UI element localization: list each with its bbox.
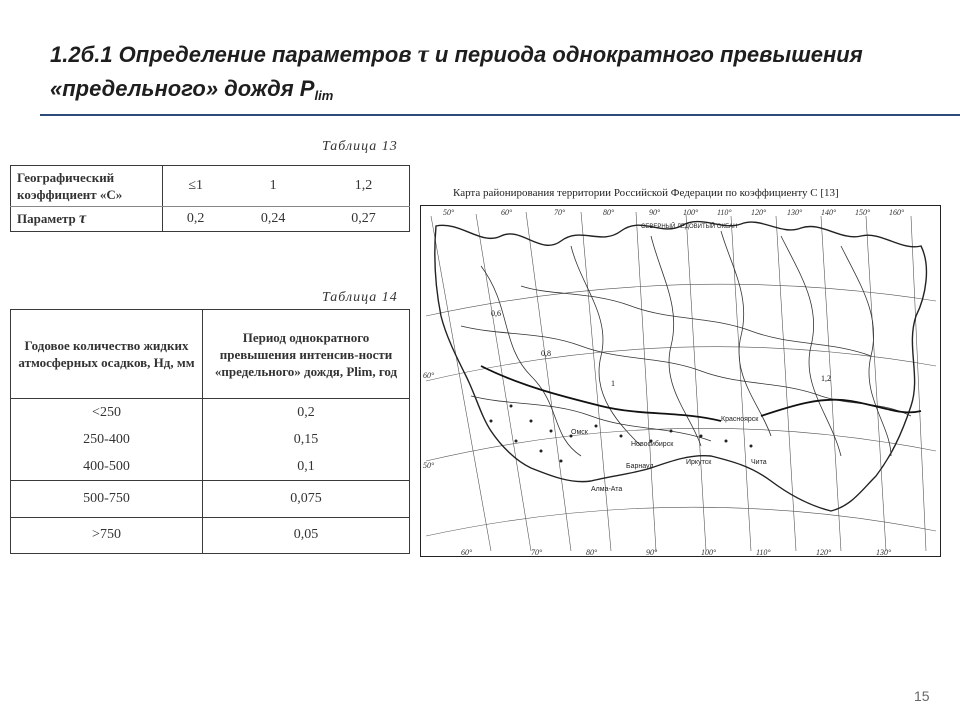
map-settlements: [490, 405, 753, 463]
table14-cell: 0,2: [297, 404, 315, 420]
table-row: [11, 517, 410, 553]
russia-zoning-map: [420, 205, 941, 557]
title-part2: и периода однократного превышения «предельного» дождя P: [50, 42, 863, 101]
map-isoline-value: 0,6: [491, 309, 501, 318]
map-city-label: Чита: [751, 459, 767, 466]
table14-cell: <250: [11, 399, 203, 426]
table14-caption: Таблица 14: [322, 290, 398, 305]
map-top-label: 80°: [603, 208, 615, 217]
table13-caption: Таблица 13: [322, 139, 398, 154]
slide-title: [50, 38, 930, 113]
page-number: 15: [914, 688, 930, 704]
table14-cell: >750: [11, 517, 203, 553]
map-city-label: Омск: [571, 429, 588, 436]
map-bottom-label: 70°: [531, 548, 543, 557]
table13-cell: 0,24: [260, 210, 286, 226]
table14-header-col2: Период однократного превышения интенсив-ности «предельного» дождя, Plim, год: [203, 310, 410, 399]
map-top-label: 140°: [821, 208, 837, 217]
map-city-label: Барнаул: [626, 463, 654, 470]
map-top-label: 130°: [787, 208, 803, 217]
map-city-label: Новосибирск: [631, 441, 674, 448]
map-top-label: 120°: [751, 208, 767, 217]
map-isoline-value: 1,2: [821, 374, 831, 383]
title-part1: 1.2б.1 Определение параметров: [50, 42, 418, 67]
map-graticule: [426, 212, 936, 551]
map-bottom-label: 100°: [701, 548, 717, 557]
table14-cell: 0,075: [203, 481, 410, 517]
table14-header-col1: Годовое количество жидких атмосферных осадков, Hд, мм: [11, 310, 203, 399]
map-coastline: [435, 222, 927, 511]
map-top-label: 100°: [683, 208, 699, 217]
table14-cell: 250-400: [11, 426, 203, 453]
map-sea-label: СЕВЕРНЫЙ ЛЕДОВИТЫЙ ОКЕАН: [641, 224, 738, 230]
map-top-label: 150°: [855, 208, 871, 217]
map-top-label: 60°: [501, 208, 513, 217]
table-row: [11, 453, 410, 480]
title-underline: [40, 114, 960, 116]
table13-cell: 1,2: [318, 166, 410, 207]
table14: [10, 309, 410, 554]
table-row: [11, 481, 410, 517]
map-isoline-value: 0,8: [541, 349, 551, 358]
map-city-label: Красноярск: [721, 416, 759, 423]
tau-symbol: τ: [417, 41, 429, 68]
table13-cell: 0,27: [351, 210, 376, 226]
map-left-label: 60°: [423, 371, 435, 380]
table13-cell: 1: [228, 166, 318, 207]
table13: [10, 165, 410, 232]
map-bottom-label: 80°: [586, 548, 598, 557]
map-drawing: [421, 206, 941, 557]
map-bottom-label: 130°: [876, 548, 892, 557]
map-bottom-label: 60°: [461, 548, 473, 557]
map-bottom-label: 90°: [646, 548, 658, 557]
map-city-label: Иркутск: [686, 459, 712, 466]
map-city-label: Алма-Ата: [591, 486, 623, 493]
map-top-label: 90°: [649, 208, 661, 217]
table14-cell: 0,05: [203, 517, 410, 553]
map-top-label: 70°: [554, 208, 566, 217]
table-row: [11, 426, 410, 453]
map-isoline-value: 1: [611, 379, 615, 388]
table13-cell: 0,2: [186, 210, 205, 226]
table-row: [11, 399, 410, 426]
map-bottom-label: 120°: [816, 548, 832, 557]
map-top-label: 160°: [889, 208, 905, 217]
table13-cell: ≤1: [163, 166, 229, 207]
title-subscript: lim: [314, 88, 334, 103]
table13-row1-label: Географический коэффициент «С»: [11, 166, 163, 207]
table14-cell: 0,1: [297, 458, 315, 474]
map-isolines: [481, 366, 921, 421]
table14-cell: 500-750: [11, 481, 203, 517]
map-bottom-label: 110°: [756, 548, 771, 557]
map-caption: Карта районирования территории Российской Федерации по коэффициенту С [13]: [453, 187, 839, 199]
map-top-label: 110°: [717, 208, 732, 217]
table13-row2-label: Параметр τ: [11, 206, 163, 231]
tau-symbol: τ: [79, 210, 87, 228]
map-top-label: 50°: [443, 208, 455, 217]
table14-cell: 400-500: [11, 453, 203, 480]
map-left-label: 50°: [423, 461, 435, 470]
table14-cell: 0,15: [293, 431, 319, 447]
map-rivers-borders: [461, 231, 911, 456]
